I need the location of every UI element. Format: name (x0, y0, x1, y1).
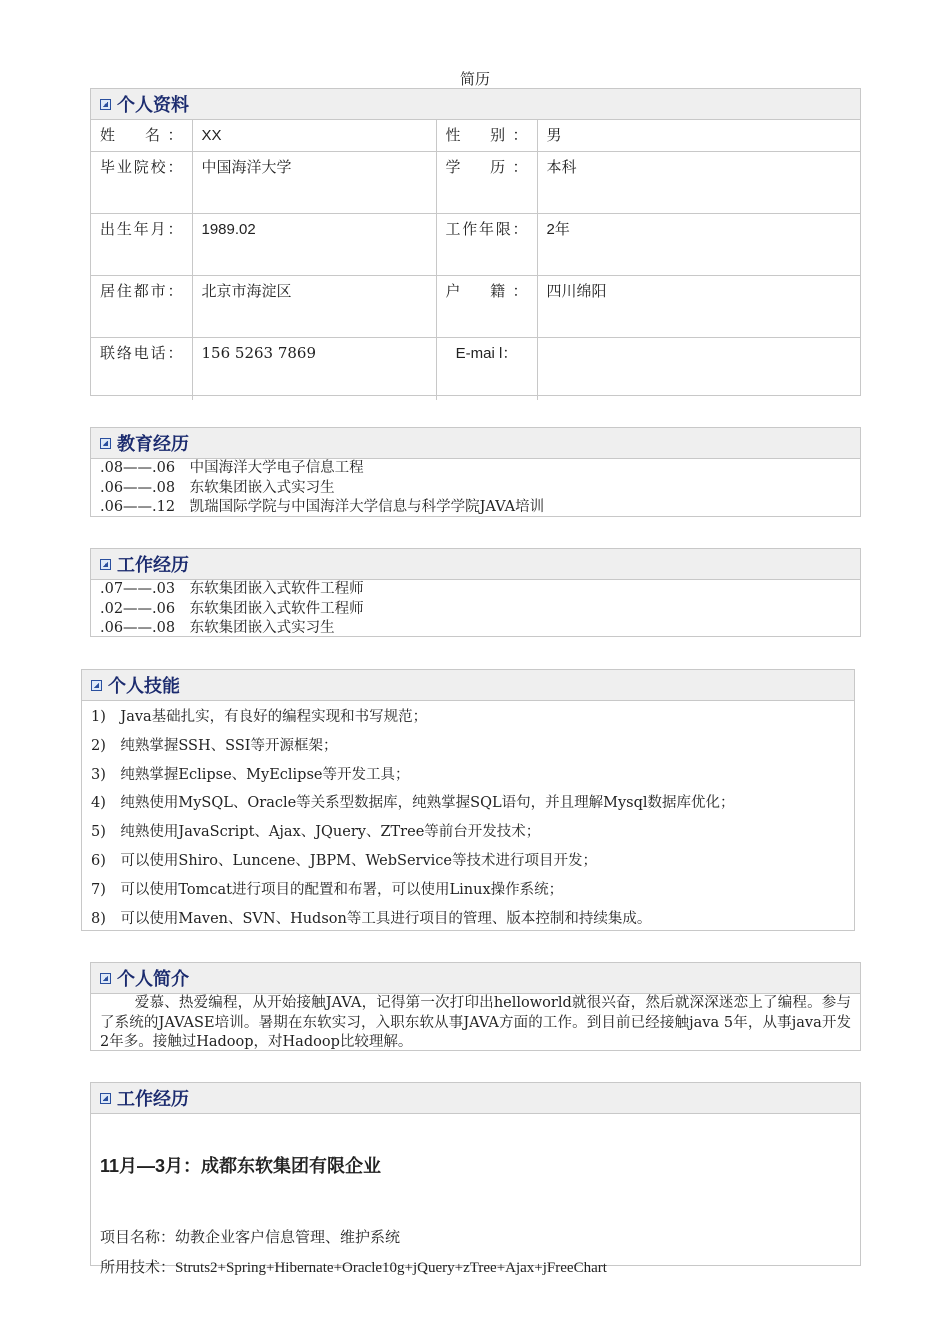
project-name-value: 幼教企业客户信息管理、维护系统 (175, 1228, 401, 1246)
email-label: E-mai l： (436, 338, 537, 400)
work-years-label: 工作年限： (436, 214, 537, 276)
city-value: 北京市海淀区 (192, 276, 436, 338)
birth-label: 出生年月： (91, 214, 192, 276)
list-item: 7) 可以使用Tomcat进行项目的配置和布署，可以使用Linux操作系统； (91, 881, 564, 898)
work-history-title: 工作经历 (117, 555, 189, 576)
intro-title: 个人简介 (117, 969, 189, 990)
name-value: XX (192, 120, 436, 152)
project-name-label: 项目名称： (100, 1228, 176, 1246)
section-bullet-icon (100, 99, 111, 110)
intro-section (90, 962, 861, 1051)
personal-info-header (91, 89, 860, 120)
intro-text: 爱慕、热爱编程，从开始接触JAVA，记得第一次打印出helloworld就很兴奋，然后就深深迷恋上了编程。参与了系统的JAVASE培训。暑期在东软实习，入职东软从事JAVA方面的工作。到目前已经接触java 5年，从事java开发2年多。接触过Hadoop，对Hadoop比较理解。 (100, 995, 851, 1050)
table-row (91, 120, 860, 152)
list-item: .08——.06 中国海洋大学电子信息工程 (100, 460, 364, 476)
degree-value: 本科 (537, 152, 860, 214)
table-row (91, 276, 860, 338)
table-row (91, 152, 860, 214)
section-bullet-icon (100, 559, 111, 570)
city-label: 居住都市： (91, 276, 192, 338)
degree-label: 学 历： (436, 152, 537, 214)
work-years-value: 2年 (537, 214, 860, 276)
phone-value: 156 5263 7869 (192, 338, 436, 400)
list-item: .06——.08 东软集团嵌入式实习生 (100, 479, 335, 496)
work-history-list (91, 580, 860, 639)
list-item: 5) 纯熟使用JavaScript、Ajax、JQuery、ZTree等前台开发技术； (91, 824, 541, 841)
birth-value: 1989.02 (192, 214, 436, 276)
company-heading: 11月—3月：成都东软集团有限企业 (100, 1156, 382, 1176)
education-header (91, 428, 860, 459)
document-title: 简历 (459, 70, 490, 88)
skills-section (81, 669, 855, 931)
list-item: 2) 纯熟掌握SSH、SSI等开源框架； (91, 737, 338, 754)
experience-section (90, 1082, 861, 1276)
section-bullet-icon (91, 680, 102, 691)
list-item: 3) 纯熟掌握Eclipse、MyEclipse等开发工具； (91, 766, 410, 783)
name-label: 姓 名： (91, 120, 192, 152)
section-bullet-icon (100, 438, 111, 449)
project-name-line (100, 1222, 851, 1252)
tech-line (100, 1252, 851, 1283)
list-item: .02——.06 东软集团嵌入式软件工程师 (100, 600, 364, 617)
school-value: 中国海洋大学 (192, 152, 436, 214)
phone-label: 联络电话： (91, 338, 192, 400)
gender-value: 男 (537, 120, 860, 152)
section-bullet-icon (100, 973, 111, 984)
school-label: 毕业院校： (91, 152, 192, 214)
gender-label: 性 别： (436, 120, 537, 152)
email-value (537, 338, 860, 400)
list-item: .06——.12 凯瑞国际学院与中国海洋大学信息与科学学院JAVA培训 (100, 499, 545, 515)
experience-header (91, 1083, 860, 1114)
section-bullet-icon (100, 1093, 111, 1104)
skills-header (82, 670, 854, 701)
table-row (91, 338, 860, 400)
tech-value: Struts2+Spring+Hibernate+Oracle10g+jQuery+zTree+Ajax+jFreeChart (175, 1260, 607, 1276)
tech-label: 所用技术： (100, 1258, 176, 1276)
work-history-section (90, 548, 861, 637)
work-history-header (91, 549, 860, 580)
education-section (90, 427, 861, 517)
hukou-value: 四川绵阳 (537, 276, 860, 338)
table-row (91, 214, 860, 276)
hukou-label: 户 籍： (436, 276, 537, 338)
list-item: 6) 可以使用Shiro、Luncene、JBPM、WebService等技术进行项目开发； (91, 852, 598, 869)
experience-body (91, 1152, 860, 1283)
personal-info-section (90, 88, 861, 396)
list-item: 4) 纯熟使用MySQL、Oracle等关系型数据库，纯熟掌握SQL语句，并且理解Mysql数据库优化； (91, 795, 735, 812)
intro-header (91, 963, 860, 994)
list-item: 8) 可以使用Maven、SVN、Hudson等工具进行项目的管理、版本控制和持续集成。 (91, 910, 652, 927)
education-list (91, 459, 860, 518)
personal-info-table (91, 120, 860, 400)
list-item: 1) Java基础扎实，有良好的编程实现和书写规范； (91, 709, 428, 725)
list-item: .07——.03 东软集团嵌入式软件工程师 (100, 581, 364, 597)
education-title: 教育经历 (117, 434, 189, 455)
personal-info-title: 个人资料 (117, 95, 189, 116)
skills-title: 个人技能 (108, 676, 180, 697)
experience-title: 工作经历 (117, 1089, 189, 1110)
list-item: .06——.08 东软集团嵌入式实习生 (100, 620, 335, 636)
skills-list (82, 701, 854, 933)
project-info (100, 1222, 851, 1283)
